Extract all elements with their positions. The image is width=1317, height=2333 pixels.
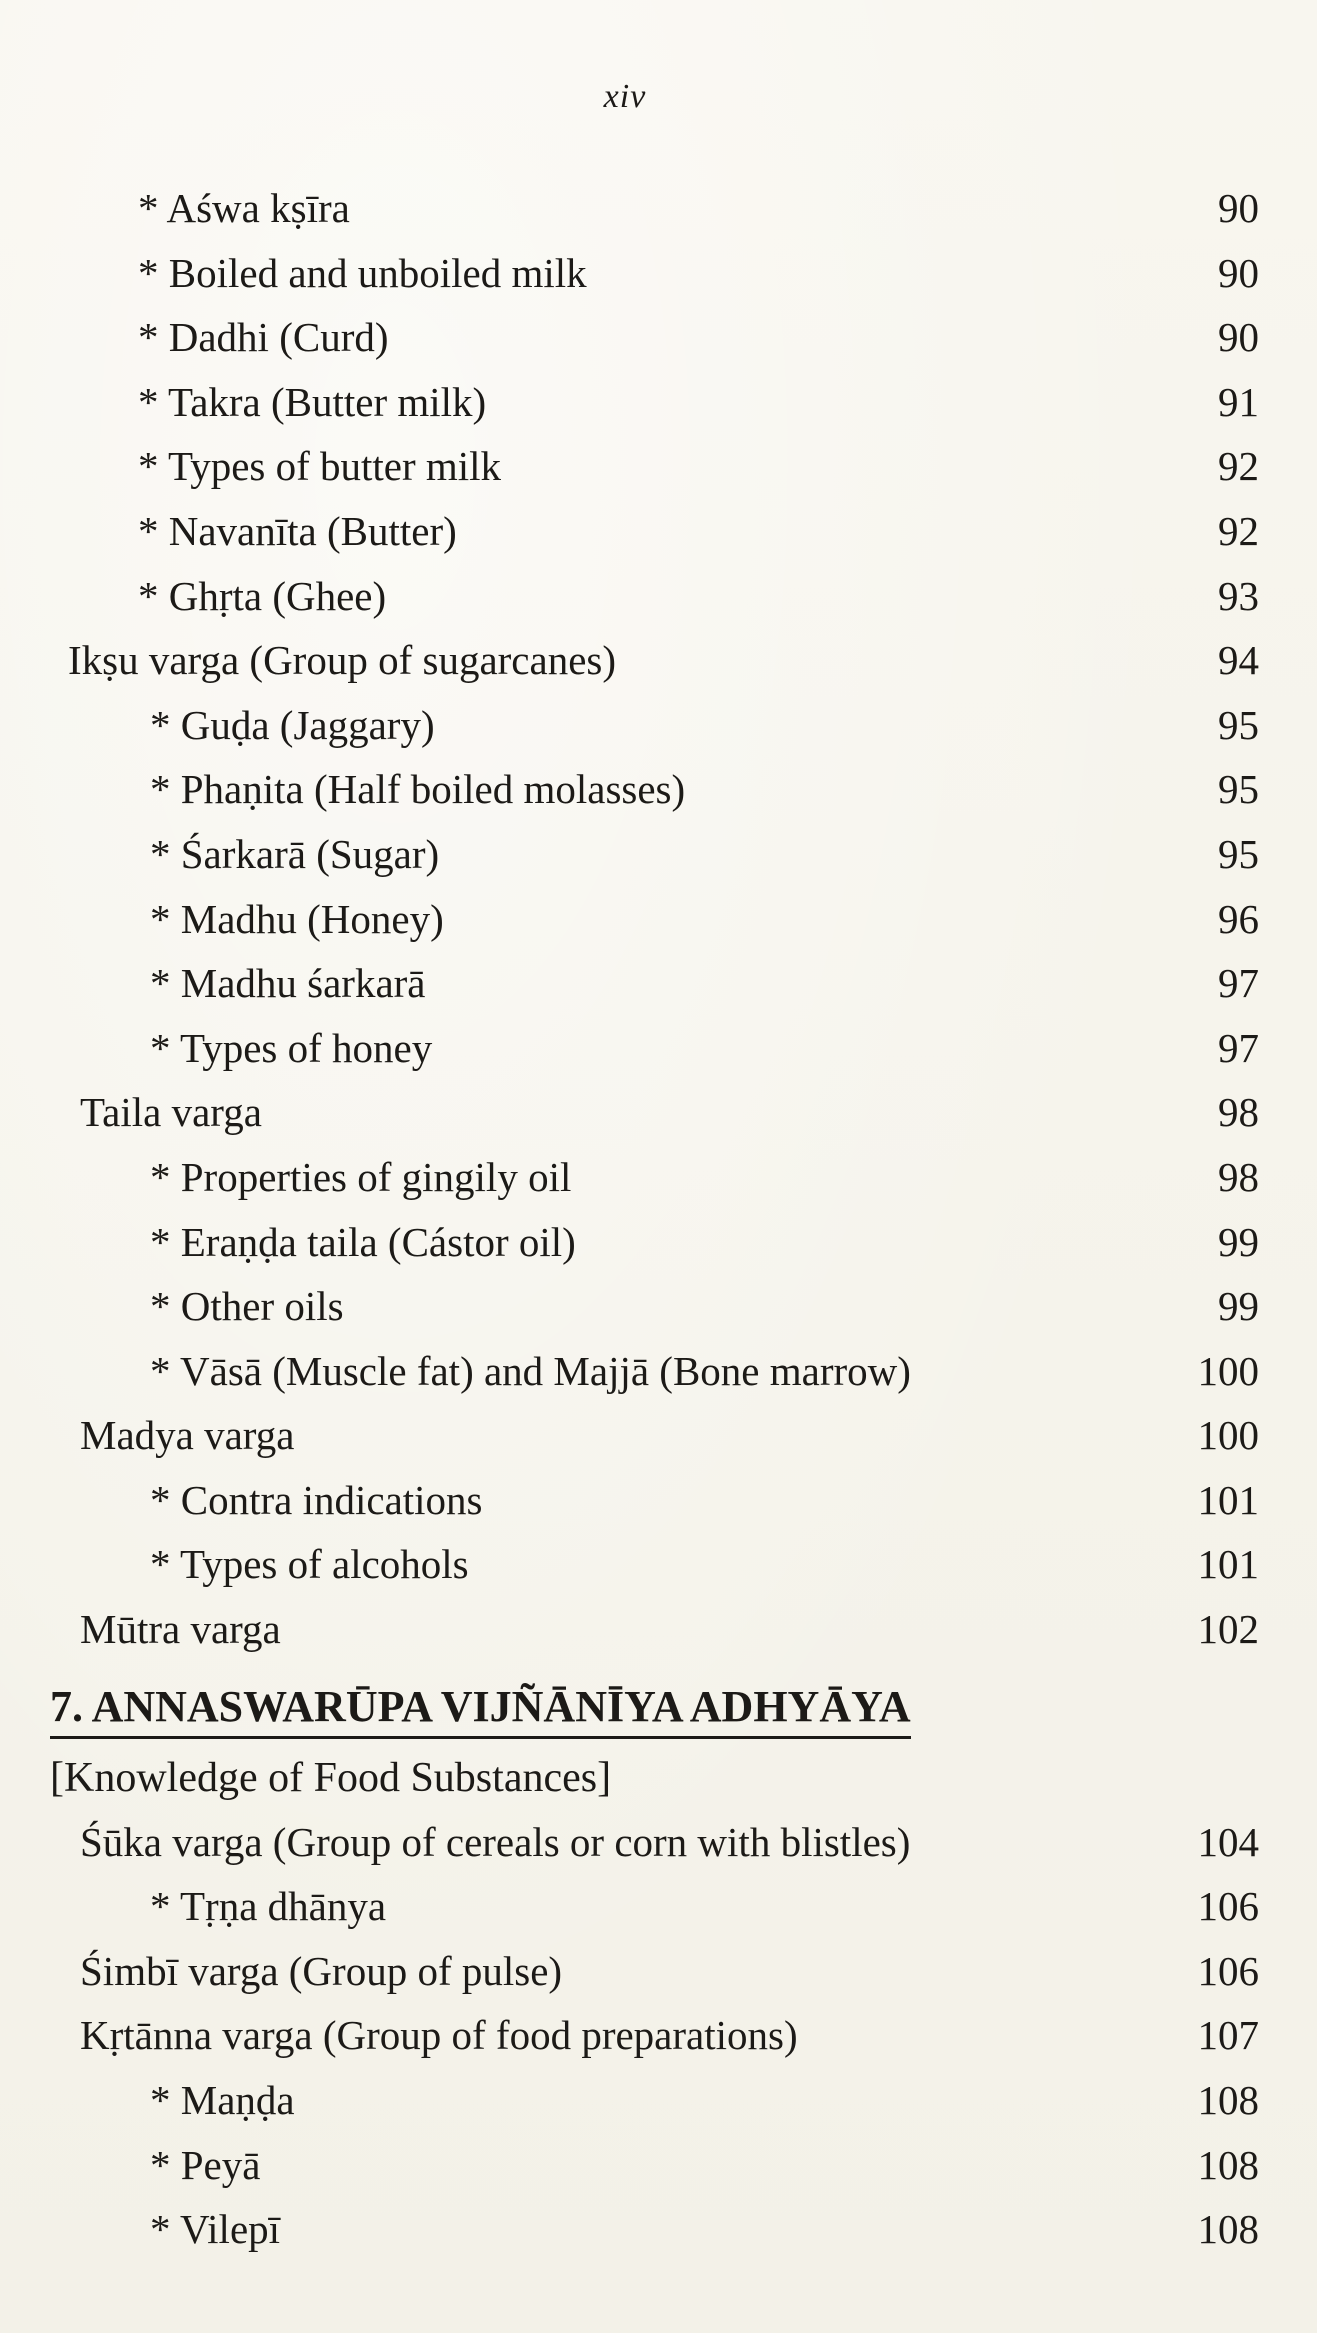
toc-entry-title: * Madhu (Honey): [150, 895, 444, 942]
toc-entry-title: * Boiled and unboiled milk: [138, 249, 587, 296]
toc-entry-page: 99: [1218, 1283, 1259, 1330]
toc-entry-page: 100: [1197, 1347, 1259, 1394]
toc-entry-title: * Guḍa (Jaggary): [150, 701, 435, 748]
toc-entry-page: 97: [1218, 1024, 1259, 1071]
toc-entry-title: * Types of alcohols: [150, 1541, 469, 1588]
toc-entry: [0, 1403, 1317, 1468]
toc-entry-page: 90: [1218, 249, 1259, 296]
toc-entry: [0, 1016, 1317, 1081]
toc-entry-page: 102: [1197, 1606, 1259, 1653]
toc-entry-title: * Vilepī: [150, 2206, 281, 2253]
toc-entry-page: 94: [1218, 637, 1259, 684]
toc-entry-title: * Ghṛta (Ghee): [138, 572, 387, 619]
toc-entry: [0, 1810, 1317, 1875]
toc-entry-title: * Śarkarā (Sugar): [150, 830, 440, 877]
toc-entry: [0, 1339, 1317, 1404]
toc-entry: [0, 693, 1317, 758]
toc-entry-page: 96: [1218, 895, 1259, 942]
toc-entry-page: 104: [1197, 1818, 1259, 1865]
toc-entry: [0, 822, 1317, 887]
toc-entry-page: 95: [1218, 766, 1259, 813]
toc-entry: [0, 370, 1317, 435]
toc-entry: [0, 499, 1317, 564]
toc-entry-page: 92: [1218, 443, 1259, 490]
toc-entry: [0, 1145, 1317, 1210]
chapter-subtitle: [0, 1746, 1317, 1810]
toc-entry-page: 106: [1197, 1883, 1259, 1930]
toc-entry-title: * Contra indications: [150, 1476, 483, 1523]
toc-entry-page: 108: [1197, 2141, 1259, 2188]
toc-entry: [0, 2003, 1317, 2068]
toc-entry-title: * Aśwa kṣīra: [138, 185, 350, 231]
toc-entry: [0, 176, 1317, 241]
page-number: xiv: [603, 78, 647, 115]
toc-entry: [0, 241, 1317, 306]
toc-entry: [0, 305, 1317, 370]
toc-entry-page: 108: [1197, 2077, 1259, 2124]
toc-entry: [0, 1080, 1317, 1145]
toc-entry: [0, 1597, 1317, 1662]
toc-entry: [0, 887, 1317, 952]
toc-entry-title: * Peyā: [150, 2141, 261, 2188]
toc-entry-page: 92: [1218, 507, 1259, 554]
toc-entry-title: Śimbī varga (Group of pulse): [80, 1947, 563, 1994]
toc-entry-page: 98: [1218, 1153, 1259, 1200]
chapter-subtitle-text: [Knowledge of Food Substances]: [50, 1754, 612, 1801]
toc-entry-title: * Tṛṇa dhānya: [150, 1883, 387, 1930]
toc-entry-title: * Dadhi (Curd): [138, 314, 389, 361]
toc-entry-page: 90: [1218, 185, 1259, 231]
toc-entry-page: 98: [1218, 1089, 1259, 1136]
toc-entry-page: 101: [1197, 1476, 1259, 1523]
toc-entry-page: 107: [1197, 2012, 1259, 2059]
toc-list-food: [0, 1810, 1317, 2262]
toc-entry-title: * Madhu śarkarā: [150, 960, 426, 1007]
toc-list-milk-sugar-oil: [0, 176, 1317, 1662]
toc-entry: [0, 757, 1317, 822]
chapter-heading-text: 7. ANNASWARŪPA VIJÑĀNĪYA ADHYĀYA: [50, 1678, 911, 1739]
toc-entry-page: 101: [1197, 1541, 1259, 1588]
toc-entry: [0, 951, 1317, 1016]
toc-entry-page: 95: [1218, 830, 1259, 877]
toc-entry: [0, 564, 1317, 629]
toc-entry-page: 91: [1218, 378, 1259, 425]
chapter-heading: [0, 1678, 1317, 1746]
toc-entry-title: * Eraṇḍa taila (Cástor oil): [150, 1218, 576, 1265]
toc-entry-title: * Types of honey: [150, 1024, 433, 1071]
toc-entry-title: Śūka varga (Group of cereals or corn with blistles): [80, 1818, 911, 1865]
toc-entry-title: * Vāsā (Muscle fat) and Majjā (Bone marrow): [150, 1347, 911, 1394]
toc-entry: [0, 1210, 1317, 1275]
toc-entry: [0, 1939, 1317, 2004]
toc-entry-title: * Properties of gingily oil: [150, 1153, 572, 1200]
toc-entry: [0, 2133, 1317, 2198]
toc-entry-page: 95: [1218, 701, 1259, 748]
toc-entry-title: Madya varga: [80, 1412, 295, 1459]
toc-entry-page: 97: [1218, 960, 1259, 1007]
toc-entry: [0, 1532, 1317, 1597]
toc-entry: [0, 628, 1317, 693]
toc-entry: [0, 1468, 1317, 1533]
toc-entry-title: * Navanīta (Butter): [138, 507, 457, 554]
toc-entry-title: Kṛtānna varga (Group of food preparations): [80, 2012, 798, 2059]
toc-entry: [0, 1274, 1317, 1339]
toc-entry-page: 106: [1197, 1947, 1259, 1994]
toc-entry-page: 90: [1218, 314, 1259, 361]
toc-entry-title: * Types of butter milk: [138, 443, 502, 490]
toc-entry-title: Taila varga: [80, 1089, 262, 1136]
toc-entry: [0, 2197, 1317, 2262]
toc-entry: [0, 2068, 1317, 2133]
toc-entry-title: * Phaṇita (Half boiled molasses): [150, 766, 686, 813]
toc-entry-page: 100: [1197, 1412, 1259, 1459]
toc-entry-title: Mūtra varga: [80, 1606, 281, 1653]
toc-entry-title: * Other oils: [150, 1283, 344, 1330]
toc-entry-page: 108: [1197, 2206, 1259, 2253]
toc-entry-title: * Maṇḍa: [150, 2077, 295, 2124]
toc-entry-title: * Takra (Butter milk): [138, 378, 487, 425]
toc-entry-title: Ikṣu varga (Group of sugarcanes): [68, 637, 616, 684]
toc-entry-page: 93: [1218, 572, 1259, 619]
toc-entry: [0, 434, 1317, 499]
table-of-contents: [0, 176, 1317, 2262]
toc-entry: [0, 1874, 1317, 1939]
toc-entry-page: 99: [1218, 1218, 1259, 1265]
